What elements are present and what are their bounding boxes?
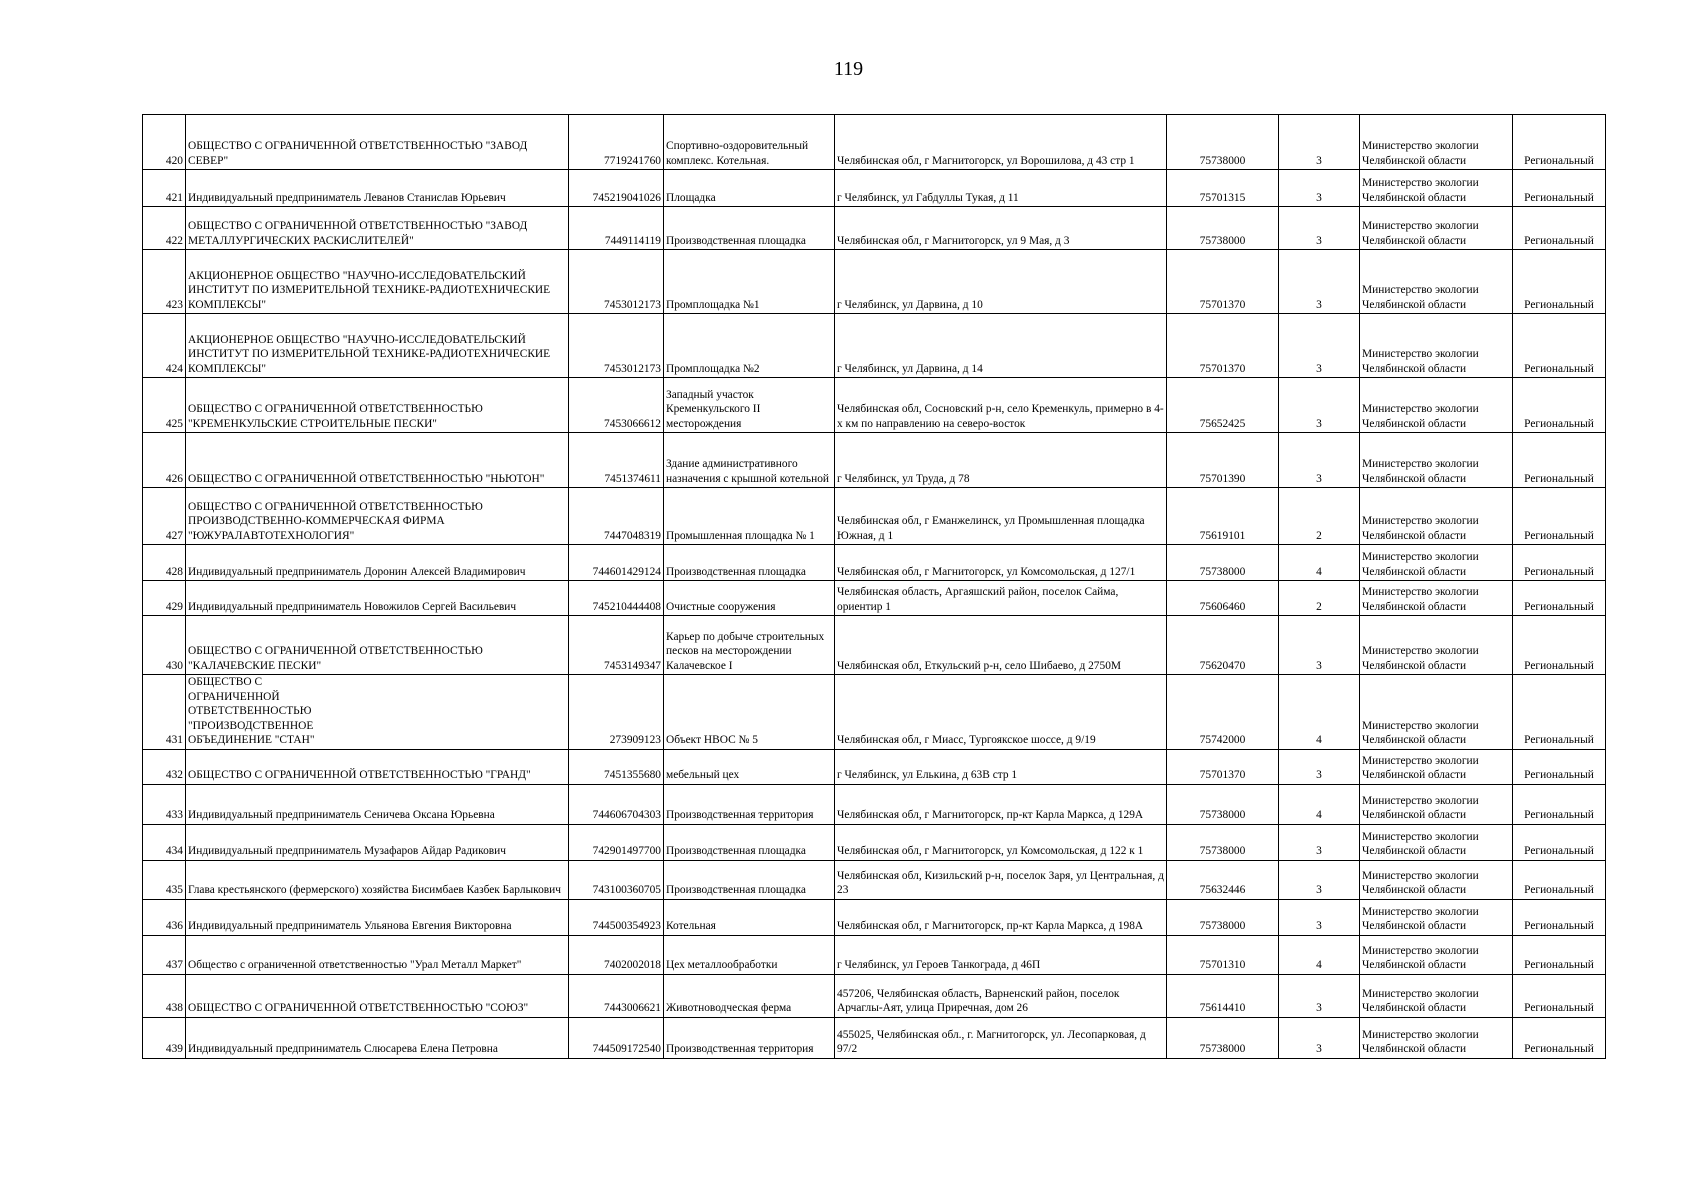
category-cell: 4 <box>1279 545 1360 581</box>
category-cell: 2 <box>1279 581 1360 616</box>
category-cell: 3 <box>1279 250 1360 314</box>
authority-cell: Министерство экологии Челябинской области <box>1360 581 1513 616</box>
row-number-cell: 433 <box>143 784 186 824</box>
address-cell: Челябинская обл, Сосновский р-н, село Кременкуль, примерно в 4-х км по направлению на северо-восток <box>835 378 1167 433</box>
inn-cell: 742901497700 <box>569 824 664 860</box>
okato-cell: 75738000 <box>1167 115 1279 170</box>
table-row <box>143 784 1606 824</box>
inn-cell: 7719241760 <box>569 115 664 170</box>
row-number-cell: 431 <box>143 675 186 750</box>
okato-cell: 75614410 <box>1167 974 1279 1017</box>
row-number-cell: 429 <box>143 581 186 616</box>
address-cell: г Челябинск, ул Елькина, д 63В стр 1 <box>835 749 1167 784</box>
row-number-cell: 420 <box>143 115 186 170</box>
supervision-type-cell: Региональный <box>1513 314 1606 378</box>
authority-cell: Министерство экологии Челябинской области <box>1360 899 1513 935</box>
okato-cell: 75738000 <box>1167 207 1279 250</box>
category-cell: 3 <box>1279 824 1360 860</box>
address-cell: Челябинская обл, Кизильский р-н, поселок Заря, ул Центральная, д 23 <box>835 860 1167 899</box>
okato-cell: 75701310 <box>1167 935 1279 974</box>
object-cell: Объект НВОС № 5 <box>664 675 835 750</box>
authority-cell: Министерство экологии Челябинской области <box>1360 974 1513 1017</box>
okato-cell: 75652425 <box>1167 378 1279 433</box>
address-cell: г Челябинск, ул Героев Танкограда, д 46П <box>835 935 1167 974</box>
row-number-cell: 432 <box>143 749 186 784</box>
authority-cell: Министерство экологии Челябинской области <box>1360 115 1513 170</box>
organization-cell: Индивидуальный предприниматель Сеничева Оксана Юрьевна <box>186 784 569 824</box>
category-cell: 3 <box>1279 616 1360 675</box>
category-cell: 3 <box>1279 378 1360 433</box>
object-cell: Промплощадка №2 <box>664 314 835 378</box>
row-number-cell: 421 <box>143 170 186 207</box>
okato-cell: 75742000 <box>1167 675 1279 750</box>
address-cell: г Челябинск, ул Дарвина, д 10 <box>835 250 1167 314</box>
inn-cell: 744601429124 <box>569 545 664 581</box>
organization-cell: АКЦИОНЕРНОЕ ОБЩЕСТВО "НАУЧНО-ИССЛЕДОВАТЕЛЬСКИЙ ИНСТИТУТ ПО ИЗМЕРИТЕЛЬНОЙ ТЕХНИКЕ-РАДИОТЕХНИЧЕСКИЕ КОМПЛЕКСЫ" <box>186 250 569 314</box>
address-cell: г Челябинск, ул Труда, д 78 <box>835 433 1167 488</box>
object-cell: мебельный цех <box>664 749 835 784</box>
authority-cell: Министерство экологии Челябинской области <box>1360 784 1513 824</box>
address-cell: Челябинская обл, г Магнитогорск, ул Комсомольская, д 122 к 1 <box>835 824 1167 860</box>
row-number-cell: 423 <box>143 250 186 314</box>
table-row <box>143 314 1606 378</box>
address-cell: Челябинская обл, Еткульский р-н, село Шибаево, д 2750М <box>835 616 1167 675</box>
address-cell: Челябинская обл, г Магнитогорск, ул Ворошилова, д 43 стр 1 <box>835 115 1167 170</box>
inn-cell: 7449114119 <box>569 207 664 250</box>
organization-cell: Глава крестьянского (фермерского) хозяйства Бисимбаев Казбек Барлыкович <box>186 860 569 899</box>
supervision-type-cell: Региональный <box>1513 488 1606 545</box>
okato-cell: 75738000 <box>1167 824 1279 860</box>
table-row <box>143 488 1606 545</box>
table-row <box>143 433 1606 488</box>
object-cell: Цех металлообработки <box>664 935 835 974</box>
row-number-cell: 426 <box>143 433 186 488</box>
row-number-cell: 437 <box>143 935 186 974</box>
address-cell: 457206, Челябинская область, Варненский район, поселок Арчаглы-Аят, улица Приречная, дом 26 <box>835 974 1167 1017</box>
category-cell: 4 <box>1279 935 1360 974</box>
inn-cell: 7447048319 <box>569 488 664 545</box>
organization-cell: ОБЩЕСТВО С ОГРАНИЧЕННОЙ ОТВЕТСТВЕННОСТЬЮ "ЗАВОД МЕТАЛЛУРГИЧЕСКИХ РАСКИСЛИТЕЛЕЙ" <box>186 207 569 250</box>
organization-cell: АКЦИОНЕРНОЕ ОБЩЕСТВО "НАУЧНО-ИССЛЕДОВАТЕЛЬСКИЙ ИНСТИТУТ ПО ИЗМЕРИТЕЛЬНОЙ ТЕХНИКЕ-РАДИОТЕХНИЧЕСКИЕ КОМПЛЕКСЫ" <box>186 314 569 378</box>
inn-cell: 744509172540 <box>569 1017 664 1058</box>
organization-cell: Индивидуальный предприниматель Доронин Алексей Владимирович <box>186 545 569 581</box>
supervision-type-cell: Региональный <box>1513 749 1606 784</box>
category-cell: 3 <box>1279 207 1360 250</box>
supervision-type-cell: Региональный <box>1513 616 1606 675</box>
table-row <box>143 170 1606 207</box>
inn-cell: 743100360705 <box>569 860 664 899</box>
inn-cell: 745210444408 <box>569 581 664 616</box>
category-cell: 2 <box>1279 488 1360 545</box>
authority-cell: Министерство экологии Челябинской области <box>1360 314 1513 378</box>
address-cell: г Челябинск, ул Габдуллы Тукая, д 11 <box>835 170 1167 207</box>
object-cell: Западный участок Кременкульского II месторождения <box>664 378 835 433</box>
object-cell: Здание административного назначения с крышной котельной <box>664 433 835 488</box>
table-row <box>143 860 1606 899</box>
authority-cell: Министерство экологии Челябинской области <box>1360 433 1513 488</box>
row-number-cell: 425 <box>143 378 186 433</box>
row-number-cell: 438 <box>143 974 186 1017</box>
organization-cell: ОБЩЕСТВО С ОГРАНИЧЕННОЙ ОТВЕТСТВЕННОСТЬЮ "КАЛАЧЕВСКИЕ ПЕСКИ" <box>186 616 569 675</box>
row-number-cell: 439 <box>143 1017 186 1058</box>
inn-cell: 744500354923 <box>569 899 664 935</box>
okato-cell: 75701315 <box>1167 170 1279 207</box>
supervision-type-cell: Региональный <box>1513 433 1606 488</box>
category-cell: 3 <box>1279 974 1360 1017</box>
table-row <box>143 115 1606 170</box>
organization-cell: ОБЩЕСТВО С ОГРАНИЧЕННОЙ ОТВЕТСТВЕННОСТЬЮ "ПРОИЗВОДСТВЕННОЕ ОБЪЕДИНЕНИЕ "СТАН" <box>186 675 569 750</box>
supervision-type-cell: Региональный <box>1513 824 1606 860</box>
object-cell: Промышленная площадка № 1 <box>664 488 835 545</box>
table-row <box>143 207 1606 250</box>
row-number-cell: 428 <box>143 545 186 581</box>
address-cell: Челябинская обл, г Магнитогорск, ул Комсомольская, д 127/1 <box>835 545 1167 581</box>
supervision-type-cell: Региональный <box>1513 378 1606 433</box>
inn-cell: 7451355680 <box>569 749 664 784</box>
address-cell: Челябинская область, Аргаяшский район, поселок Сайма, ориентир 1 <box>835 581 1167 616</box>
supervision-type-cell: Региональный <box>1513 545 1606 581</box>
inn-cell: 7451374611 <box>569 433 664 488</box>
organization-cell: Общество с ограниченной ответственностью "Урал Металл Маркет" <box>186 935 569 974</box>
category-cell: 3 <box>1279 899 1360 935</box>
okato-cell: 75701370 <box>1167 749 1279 784</box>
object-cell: Спортивно-оздоровительный комплекс. Котельная. <box>664 115 835 170</box>
supervision-type-cell: Региональный <box>1513 581 1606 616</box>
organization-cell: ОБЩЕСТВО С ОГРАНИЧЕННОЙ ОТВЕТСТВЕННОСТЬЮ "ЗАВОД СЕВЕР" <box>186 115 569 170</box>
authority-cell: Министерство экологии Челябинской области <box>1360 250 1513 314</box>
table-row <box>143 935 1606 974</box>
inn-cell: 7453012173 <box>569 314 664 378</box>
inn-cell: 745219041026 <box>569 170 664 207</box>
authority-cell: Министерство экологии Челябинской области <box>1360 545 1513 581</box>
supervision-type-cell: Региональный <box>1513 170 1606 207</box>
organization-cell: Индивидуальный предприниматель Новожилов Сергей Васильевич <box>186 581 569 616</box>
page-number: 119 <box>833 58 864 80</box>
row-number-cell: 422 <box>143 207 186 250</box>
inn-cell: 7443006621 <box>569 974 664 1017</box>
authority-cell: Министерство экологии Челябинской области <box>1360 170 1513 207</box>
row-number-cell: 427 <box>143 488 186 545</box>
category-cell: 3 <box>1279 860 1360 899</box>
okato-cell: 75620470 <box>1167 616 1279 675</box>
category-cell: 3 <box>1279 1017 1360 1058</box>
table-row <box>143 616 1606 675</box>
table-row <box>143 899 1606 935</box>
authority-cell: Министерство экологии Челябинской области <box>1360 935 1513 974</box>
authority-cell: Министерство экологии Челябинской области <box>1360 488 1513 545</box>
category-cell: 3 <box>1279 749 1360 784</box>
table-row <box>143 675 1606 750</box>
row-number-cell: 434 <box>143 824 186 860</box>
address-cell: Челябинская обл, г Магнитогорск, ул 9 Мая, д 3 <box>835 207 1167 250</box>
organization-cell: ОБЩЕСТВО С ОГРАНИЧЕННОЙ ОТВЕТСТВЕННОСТЬЮ "СОЮЗ" <box>186 974 569 1017</box>
address-cell: 455025, Челябинская обл., г. Магнитогорск, ул. Лесопарковая, д 97/2 <box>835 1017 1167 1058</box>
object-cell: Производственная территория <box>664 1017 835 1058</box>
organization-cell: ОБЩЕСТВО С ОГРАНИЧЕННОЙ ОТВЕТСТВЕННОСТЬЮ ПРОИЗВОДСТВЕННО-КОММЕРЧЕСКАЯ ФИРМА "ЮЖУРАЛАВТОТЕХНОЛОГИЯ" <box>186 488 569 545</box>
supervision-type-cell: Региональный <box>1513 250 1606 314</box>
category-cell: 3 <box>1279 433 1360 488</box>
row-number-cell: 424 <box>143 314 186 378</box>
organization-cell: ОБЩЕСТВО С ОГРАНИЧЕННОЙ ОТВЕТСТВЕННОСТЬЮ "ГРАНД" <box>186 749 569 784</box>
table-row <box>143 378 1606 433</box>
category-cell: 3 <box>1279 170 1360 207</box>
okato-cell: 75738000 <box>1167 899 1279 935</box>
address-cell: Челябинская обл, г Магнитогорск, пр-кт Карла Маркса, д 198А <box>835 899 1167 935</box>
authority-cell: Министерство экологии Челябинской области <box>1360 860 1513 899</box>
organization-cell: Индивидуальный предприниматель Слюсарева Елена Петровна <box>186 1017 569 1058</box>
address-cell: г Челябинск, ул Дарвина, д 14 <box>835 314 1167 378</box>
object-cell: Котельная <box>664 899 835 935</box>
object-cell: Площадка <box>664 170 835 207</box>
inn-cell: 744606704303 <box>569 784 664 824</box>
category-cell: 3 <box>1279 115 1360 170</box>
authority-cell: Министерство экологии Челябинской области <box>1360 616 1513 675</box>
supervision-type-cell: Региональный <box>1513 675 1606 750</box>
address-cell: Челябинская обл, г Еманжелинск, ул Промышленная площадка Южная, д 1 <box>835 488 1167 545</box>
organization-cell: Индивидуальный предприниматель Ульянова Евгения Викторовна <box>186 899 569 935</box>
address-cell: Челябинская обл, г Магнитогорск, пр-кт Карла Маркса, д 129А <box>835 784 1167 824</box>
supervision-type-cell: Региональный <box>1513 935 1606 974</box>
okato-cell: 75738000 <box>1167 784 1279 824</box>
inn-cell: 7402002018 <box>569 935 664 974</box>
table-row <box>143 545 1606 581</box>
object-cell: Производственная площадка <box>664 860 835 899</box>
supervision-type-cell: Региональный <box>1513 784 1606 824</box>
organization-cell: Индивидуальный предприниматель Леванов Станислав Юрьевич <box>186 170 569 207</box>
object-cell: Карьер по добыче строительных песков на месторождении Калачевское I <box>664 616 835 675</box>
inn-cell: 273909123 <box>569 675 664 750</box>
authority-cell: Министерство экологии Челябинской области <box>1360 675 1513 750</box>
row-number-cell: 430 <box>143 616 186 675</box>
object-cell: Очистные сооружения <box>664 581 835 616</box>
address-cell: Челябинская обл, г Миасс, Тургоякское шоссе, д 9/19 <box>835 675 1167 750</box>
object-cell: Производственная площадка <box>664 207 835 250</box>
authority-cell: Министерство экологии Челябинской области <box>1360 207 1513 250</box>
okato-cell: 75701370 <box>1167 250 1279 314</box>
category-cell: 3 <box>1279 314 1360 378</box>
supervision-type-cell: Региональный <box>1513 899 1606 935</box>
object-cell: Животноводческая ферма <box>664 974 835 1017</box>
row-number-cell: 435 <box>143 860 186 899</box>
organization-cell: ОБЩЕСТВО С ОГРАНИЧЕННОЙ ОТВЕТСТВЕННОСТЬЮ "НЬЮТОН" <box>186 433 569 488</box>
authority-cell: Министерство экологии Челябинской области <box>1360 1017 1513 1058</box>
supervision-type-cell: Региональный <box>1513 1017 1606 1058</box>
register-table <box>142 114 1606 1059</box>
okato-cell: 75701370 <box>1167 314 1279 378</box>
supervision-type-cell: Региональный <box>1513 207 1606 250</box>
table-row <box>143 749 1606 784</box>
table-row <box>143 1017 1606 1058</box>
supervision-type-cell: Региональный <box>1513 974 1606 1017</box>
supervision-type-cell: Региональный <box>1513 860 1606 899</box>
inn-cell: 7453012173 <box>569 250 664 314</box>
object-cell: Производственная площадка <box>664 545 835 581</box>
row-number-cell: 436 <box>143 899 186 935</box>
table-row <box>143 974 1606 1017</box>
object-cell: Производственная территория <box>664 784 835 824</box>
supervision-type-cell: Региональный <box>1513 115 1606 170</box>
okato-cell: 75738000 <box>1167 1017 1279 1058</box>
okato-cell: 75606460 <box>1167 581 1279 616</box>
okato-cell: 75701390 <box>1167 433 1279 488</box>
category-cell: 4 <box>1279 784 1360 824</box>
table-row <box>143 824 1606 860</box>
inn-cell: 7453066612 <box>569 378 664 433</box>
register-table-body <box>143 115 1606 1059</box>
object-cell: Производственная площадка <box>664 824 835 860</box>
authority-cell: Министерство экологии Челябинской области <box>1360 749 1513 784</box>
okato-cell: 75738000 <box>1167 545 1279 581</box>
inn-cell: 7453149347 <box>569 616 664 675</box>
authority-cell: Министерство экологии Челябинской области <box>1360 824 1513 860</box>
table-row <box>143 250 1606 314</box>
category-cell: 4 <box>1279 675 1360 750</box>
organization-cell: ОБЩЕСТВО С ОГРАНИЧЕННОЙ ОТВЕТСТВЕННОСТЬЮ "КРЕМЕНКУЛЬСКИЕ СТРОИТЕЛЬНЫЕ ПЕСКИ" <box>186 378 569 433</box>
okato-cell: 75619101 <box>1167 488 1279 545</box>
authority-cell: Министерство экологии Челябинской области <box>1360 378 1513 433</box>
table-row <box>143 581 1606 616</box>
organization-cell: Индивидуальный предприниматель Музафаров Айдар Радикович <box>186 824 569 860</box>
okato-cell: 75632446 <box>1167 860 1279 899</box>
object-cell: Промплощадка №1 <box>664 250 835 314</box>
